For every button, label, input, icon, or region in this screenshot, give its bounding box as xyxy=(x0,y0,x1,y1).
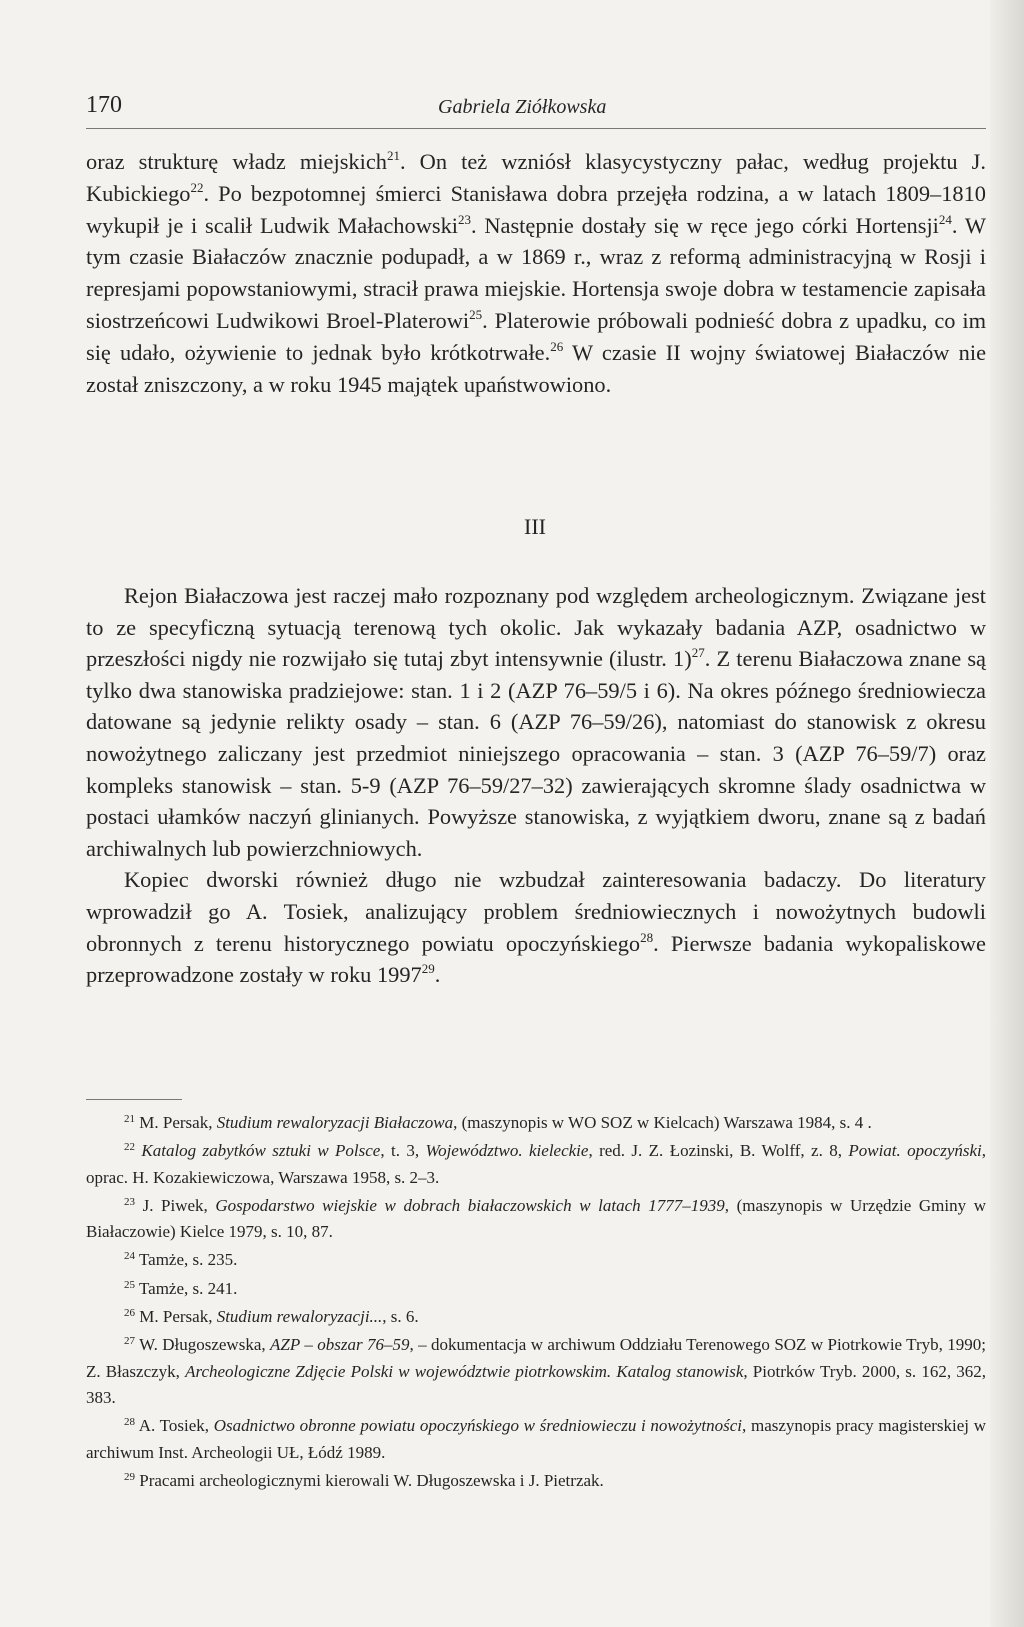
page-number: 170 xyxy=(86,92,122,118)
header-rule xyxy=(86,128,986,129)
footnote-text: M. Persak, xyxy=(139,1307,217,1327)
footnote-text: Tamże, s. 241. xyxy=(138,1278,238,1298)
footnote-number: 27 xyxy=(124,1335,135,1348)
text-run: . On też wzniósł klasycystyczny pałac, według projektu J. Kubickiego xyxy=(86,149,986,206)
footnote-text: , s. 6. xyxy=(382,1307,419,1327)
paragraph-3 xyxy=(86,864,986,990)
footnote-ref: 29 xyxy=(421,961,435,977)
footnotes xyxy=(86,1110,986,1496)
text-run: . Po bezpotomnej śmierci Stanisława dobra przejęła rodzina, a w latach 1809–1810 wykupił je i scalił Ludwik Małachowski xyxy=(86,180,986,238)
footnote-number: 24 xyxy=(124,1250,135,1263)
text-run: W czasie II wojny światowej Białaczów nie został zniszczony, a w roku 1945 majątek upaństwowiono. xyxy=(86,339,987,397)
footnote-title: Katalog zabytków sztuki w Polsce xyxy=(141,1141,381,1161)
footnote xyxy=(86,1247,986,1273)
paragraph-2 xyxy=(86,580,986,864)
footnote-title: Studium rewaloryzacji... xyxy=(216,1307,383,1327)
footnote-title: Studium rewaloryzacji Białaczowa xyxy=(216,1113,454,1132)
footnote-text: A. Tosiek, xyxy=(138,1416,214,1436)
footnote-ref: 26 xyxy=(550,338,564,354)
paragraph-1 xyxy=(86,146,986,400)
footnote-text: , red. J. Z. Łozinski, B. Wolff, z. 8, xyxy=(588,1141,849,1161)
footnote-ref: 24 xyxy=(938,211,952,227)
text-run: . Pierwsze badania wykopaliskowe przeprowadzone zostały w roku 1997 xyxy=(86,930,986,988)
footnote-text: Pracami archeologicznymi kierowali W. Długoszewska i J. Pietrzak. xyxy=(139,1470,604,1490)
footnote-ref: 21 xyxy=(386,148,400,163)
footnote xyxy=(86,1193,986,1246)
footnote-text: Tamże, s. 235. xyxy=(138,1250,238,1270)
text-run: . W tym czasie Białaczów znacznie podupadł, a w 1869 r., wraz z reformą administracyjną w Rosji i represjami popowstaniowymi, stracił prawa miejskie. Hortensja swoje dobra w testamencie zapisała siostrzeńcowi Ludwikowi Broel-Platerowi xyxy=(86,212,986,333)
footnote xyxy=(86,1110,986,1136)
footnote xyxy=(86,1332,986,1411)
footnote-text: , t. 3, xyxy=(380,1141,426,1161)
footnote-title: Gospodarstwo wiejskie w dobrach białaczowskich w latach 1777–1939 xyxy=(215,1195,725,1215)
footnote xyxy=(86,1276,986,1302)
page-header xyxy=(86,92,986,126)
body-text xyxy=(86,146,986,400)
footnote-text: , oprac. H. Kozakiewiczowa, Warszawa 1958, s. 2–3. xyxy=(86,1141,987,1187)
footnote-text: , (maszynopis w WO SOZ w Kielcach) Warszawa 1984, s. 4 . xyxy=(453,1113,872,1132)
footnote-title: Powiat. opoczyński xyxy=(848,1141,982,1161)
footnote-title: AZP – obszar 76–59 xyxy=(270,1335,410,1355)
footnote-ref: 23 xyxy=(458,211,471,227)
running-head: Gabriela Ziółkowska xyxy=(438,96,607,118)
footnote-title: Archeologiczne Zdjęcie Polski w województwie piotrkowskim. Katalog stanowisk xyxy=(185,1361,744,1381)
text-run: Kopiec dworski również długo nie wzbudzał zainteresowania badaczy. Do literatury wprowadził go A. Tosiek, analizujący problem średniowiecznych i nowożytnych budowli obronnych z terenu historycznego powiatu opoczyńskiego xyxy=(86,867,986,956)
footnote-number: 21 xyxy=(124,1113,135,1125)
section-heading: III xyxy=(524,514,546,539)
footnote-number: 29 xyxy=(124,1470,135,1483)
footnote-ref: 22 xyxy=(190,179,204,195)
footnote-text: , (maszynopis w Urzędzie Gminy w Białaczowie) Kielce 1979, s. 10, 87. xyxy=(86,1195,986,1242)
footnote-text: , Piotrków Tryb. 2000, s. 162, 362, 383. xyxy=(86,1361,986,1407)
footnote xyxy=(86,1413,986,1466)
section-text xyxy=(86,580,986,991)
footnote-text: J. Piwek, xyxy=(142,1195,216,1215)
footnote-number: 25 xyxy=(124,1278,135,1291)
text-run: oraz strukturę władz miejskich xyxy=(86,149,387,174)
footnote-number: 26 xyxy=(124,1307,135,1320)
page-edge-shadow xyxy=(990,0,1024,1627)
text-run: . Z terenu Białaczowa znane są tylko dwa stanowiska pradziejowe: stan. 1 i 2 (AZP 76–59/5 i 6). Na okres późnego średniowiecza datowane są jedynie relikty osady – stan. 6 (AZP 76–59/26), natomiast do stanowisk z okresu nowożytnego zaliczany jest przedmiot niniejszego opracowania – stan. 3 (AZP 76–59/7) oraz kompleks stanowisk – stan. 5-9 (AZP 76–59/27–32) zawierających skromne ślady osadnictwa w postaci ułamków naczyń glinianych. Powyższe stanowiska, z wyjątkiem dworu, znane są z badań archiwalnych lub powierzchniowych. xyxy=(86,646,986,861)
footnote-number: 22 xyxy=(124,1141,135,1154)
footnote xyxy=(86,1138,986,1191)
footnote xyxy=(86,1468,986,1494)
footnote-number: 23 xyxy=(124,1195,135,1208)
footnote-number: 28 xyxy=(124,1416,135,1429)
footnote-ref: 25 xyxy=(469,306,483,322)
text-run: . Platerowie próbowali podnieść dobra z upadku, co im się udało, ożywienie to jednak było krótkotrwałe. xyxy=(86,307,986,365)
footnote-text: , maszynopis pracy magisterskiej w archiwum Inst. Archeologii UŁ, Łódź 1989. xyxy=(86,1416,986,1462)
footnote-ref: 28 xyxy=(640,929,654,945)
text-run: . xyxy=(434,962,441,988)
footnote-rule xyxy=(86,1099,182,1100)
footnote-text: , – dokumentacja w archiwum Oddziału Terenowego SOZ w Piotrkowie Tryb, 1990; Z. Błaszczyk, xyxy=(86,1335,986,1381)
footnote-text: M. Persak, xyxy=(139,1113,217,1132)
footnote xyxy=(86,1304,986,1330)
footnote-ref: 27 xyxy=(691,645,705,661)
footnote-title: Województwo. kieleckie xyxy=(425,1141,589,1161)
text-run: Rejon Białaczowa jest raczej mało rozpoznany pod względem archeologicznym. Związane jest to ze specyficzną sytuacją terenową tych okolic. Jak wykazały badania AZP, osadnictwo w przeszłości nigdy nie rozwijało się tutaj zbyt intensywnie (ilustr. 1) xyxy=(86,583,986,672)
text-run: . Następnie dostały się w ręce jego córki Hortensji xyxy=(471,212,939,238)
footnote-title: Osadnictwo obronne powiatu opoczyńskiego w średniowieczu i nowożytności xyxy=(213,1416,743,1436)
footnote-text: W. Długoszewska, xyxy=(139,1335,271,1355)
